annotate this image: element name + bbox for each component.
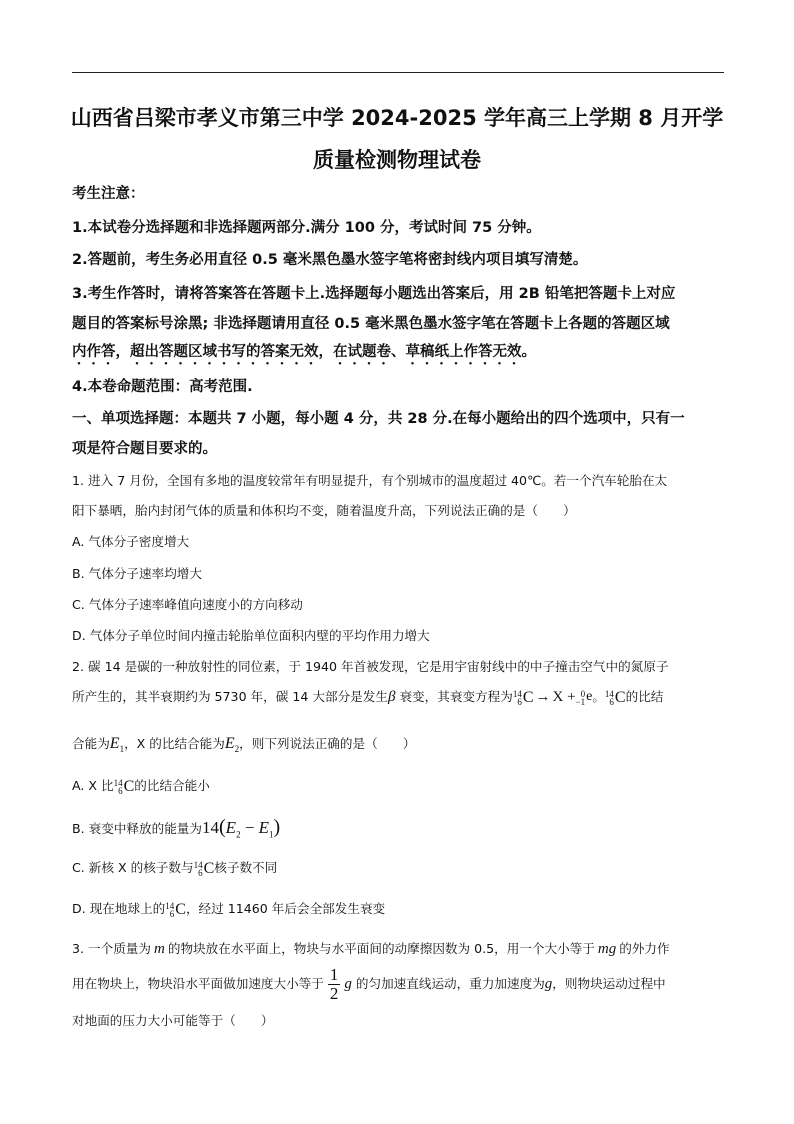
symbol-m: m: [154, 941, 165, 957]
carbon-14-nuclide: 14 6 C: [165, 900, 186, 919]
q2-stem-line1: 2. 碳 14 是碳的一种放射性的同位素，于 1940 年首被发现，它是用宇宙射线中的中子撞击空气中的氮原子: [72, 659, 669, 674]
section-heading-line1: 一、单项选择题：本题共 7 小题，每小题 4 分，共 28 分.在每小题给出的四个选项中，只有一: [72, 411, 685, 427]
q2-option-d: D. 现在地球上的 14 6 C，经过 11460 年后会全部发生衰变: [72, 900, 386, 919]
carbon-14-nuclide: 14 6 C: [193, 859, 215, 878]
q2-option-b: B. 衰变中释放的能量为$14(E_2 - E_1)$: [72, 816, 281, 840]
top-rule: [72, 72, 724, 73]
beta-symbol: β: [387, 689, 396, 705]
fraction-one-half: $\frac{1}{2}$: [329, 965, 339, 1003]
q3-stem-line3: 对地面的压力大小可能等于（ ）: [72, 1013, 274, 1028]
symbol-g: g: [544, 976, 553, 992]
symbol-mg: mg: [597, 941, 617, 957]
q1-option-d: D. 气体分子单位时间内撞击轮胎单位面积内壁的平均作用力增大: [72, 628, 430, 643]
emphasized-text: 内作答，超出答题区域书写的答案无效，在试题卷、草稿纸上作答无效: [72, 344, 522, 360]
q1-option-c: C. 气体分子速率峰值向速度小的方向移动: [72, 597, 303, 612]
notice-item-2: 2.答题前，考生务必用直径 0.5 毫米黑色墨水签字笔将密封线内项目填写清楚。: [72, 252, 588, 268]
paper-title-line2: 质量检测物理试卷: [313, 148, 481, 172]
q2-option-a: A. X 比 14 6 C的比结合能小: [72, 777, 210, 796]
notice-heading: 考生注意：: [72, 186, 145, 202]
carbon-14-nuclide: 14 6 C: [512, 688, 534, 707]
section-heading-line2: 项是符合题目要求的。: [72, 441, 217, 457]
symbol-e1: $E_1$: [109, 735, 125, 755]
carbon-14-nuclide: 14 6 C: [604, 688, 626, 707]
q2-option-c: C. 新核 X 的核子数与 14 6 C核子数不同: [72, 859, 278, 878]
q2-stem-line3: 合能为$E_1$，X 的比结合能为$E_2$，则下列说法正确的是（ ）: [72, 735, 416, 755]
paper-title-line1: 山西省吕梁市孝义市第三中学 2024-2025 学年高三上学期 8 月开学: [70, 106, 724, 130]
q1-option-a: A. 气体分子密度增大: [72, 534, 190, 549]
symbol-e2: $E_2$: [224, 735, 240, 755]
q2-stem-line2: 所产生的，其半衰期约为 5730 年，碳 14 大部分是发生β 衰变，其衰变方程为 14 6 C → X + 0 −1 e。 14 6 C的比结: [72, 688, 664, 707]
energy-expression: $14(E_2 - E_1)$: [202, 816, 281, 840]
q1-stem-line1: 1. 进入 7 月份，全国有多地的温度较常年有明显提升，有个别城市的温度超过 40℃。若一个汽车轮胎在太: [72, 473, 668, 488]
carbon-14-nuclide: 14 6 C: [113, 777, 135, 796]
notice-item-3-line3: 内作答，超出答题区域书写的答案无效，在试题卷、草稿纸上作答无效。: [72, 344, 536, 360]
notice-item-3-line1: 3.考生作答时，请将答案答在答题卡上.选择题每小题选出答案后，用 2B 铅笔把答题卡上对应: [72, 286, 676, 302]
q1-stem-line2: 阳下暴晒，胎内封闭气体的质量和体积均不变，随着温度升高，下列说法正确的是（ ）: [72, 503, 576, 518]
symbol-g: g: [344, 976, 352, 992]
notice-item-4: 4.本卷命题范围：高考范围.: [72, 379, 253, 395]
q3-stem-line1: 3. 一个质量为 m 的物块放在水平面上，物块与水平面间的动摩擦因数为 0.5，用一个大小等于 mg 的外力作: [72, 941, 670, 957]
q1-option-b: B. 气体分子速率均增大: [72, 566, 202, 581]
reaction-arrow: →: [535, 689, 551, 705]
notice-item-1: 1.本试卷分选择题和非选择题两部分.满分 100 分，考试时间 75 分钟。: [72, 220, 541, 236]
electron-nuclide: 0 −1 e: [575, 688, 593, 707]
product-x: X +: [552, 689, 576, 705]
q3-stem-line2: 用在物块上，物块沿水平面做加速度大小等于 $\frac{1}{2}$ g 的匀加速直线运动，重力加速度为g，则物块运动过程中: [72, 965, 666, 1003]
notice-item-3-line2: 题目的答案标号涂黑; 非选择题请用直径 0.5 毫米黑色墨水签字笔在答题卡上各题的答题区域: [72, 316, 670, 332]
